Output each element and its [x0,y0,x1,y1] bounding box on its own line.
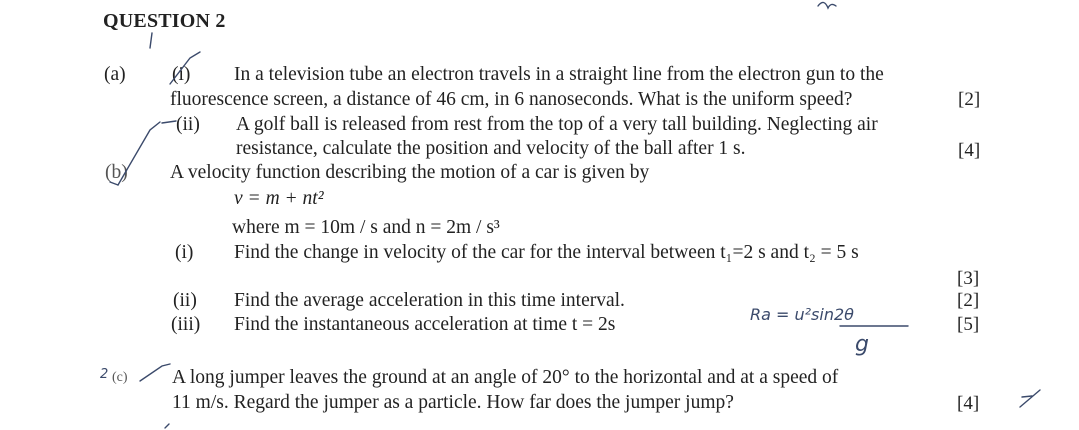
part-c-line2: 11 m/s. Regard the jumper as a particle. How far does the jumper jump? [172,392,734,413]
part-a-i-line2: fluorescence screen, a distance of 46 cm, in 6 nanoseconds. What is the uniform speed? [170,89,853,110]
part-b-i-label: (i) [175,242,194,263]
handwritten-range-formula-denominator: g [855,332,869,357]
part-a-i-marks: [2] [958,89,981,110]
part-a-ii-marks: [4] [958,140,981,161]
part-a-ii-label: (ii) [176,114,200,135]
part-b-label: (b) [105,162,128,183]
part-b-i-marks: [3] [957,268,980,289]
part-c-line1: A long jumper leaves the ground at an angle of 20° to the horizontal and at a speed of [172,367,839,388]
part-b-iii-label: (iii) [171,314,201,335]
part-b-i-text: Find the change in velocity of the car for the interval between t₁=2 s and t₂ = 5 s [234,242,859,263]
part-b-iii-text: Find the instantaneous acceleration at time t = 2s [234,314,616,335]
part-b-equation: v = m + nt² [234,188,324,209]
question-title: QUESTION 2 [103,10,226,32]
part-b-ii-marks: [2] [957,290,980,311]
part-b-intro: A velocity function describing the motion of a car is given by [170,162,650,183]
handwritten-margin-number: 2 [100,367,109,382]
handwritten-range-formula: Ra = u²sin2θ [750,305,854,324]
part-b-where: where m = 10m / s and n = 2m / s³ [232,217,500,238]
part-a-i-line1: In a television tube an electron travels in a straight line from the electron gun to the [234,64,884,85]
part-a-label: (a) [104,64,126,85]
part-c-marks: [4] [957,393,980,414]
part-a-ii-line1: A golf ball is released from rest from the top of a very tall building. Neglecting air [236,114,878,135]
part-a-ii-line2: resistance, calculate the position and velocity of the ball after 1 s. [236,138,746,159]
part-b-ii-label: (ii) [173,290,197,311]
part-b-ii-text: Find the average acceleration in this time interval. [234,290,625,311]
part-a-i-label: (i) [172,64,191,85]
part-b-iii-marks: [5] [957,314,980,335]
part-c-label: (c) [112,370,128,385]
